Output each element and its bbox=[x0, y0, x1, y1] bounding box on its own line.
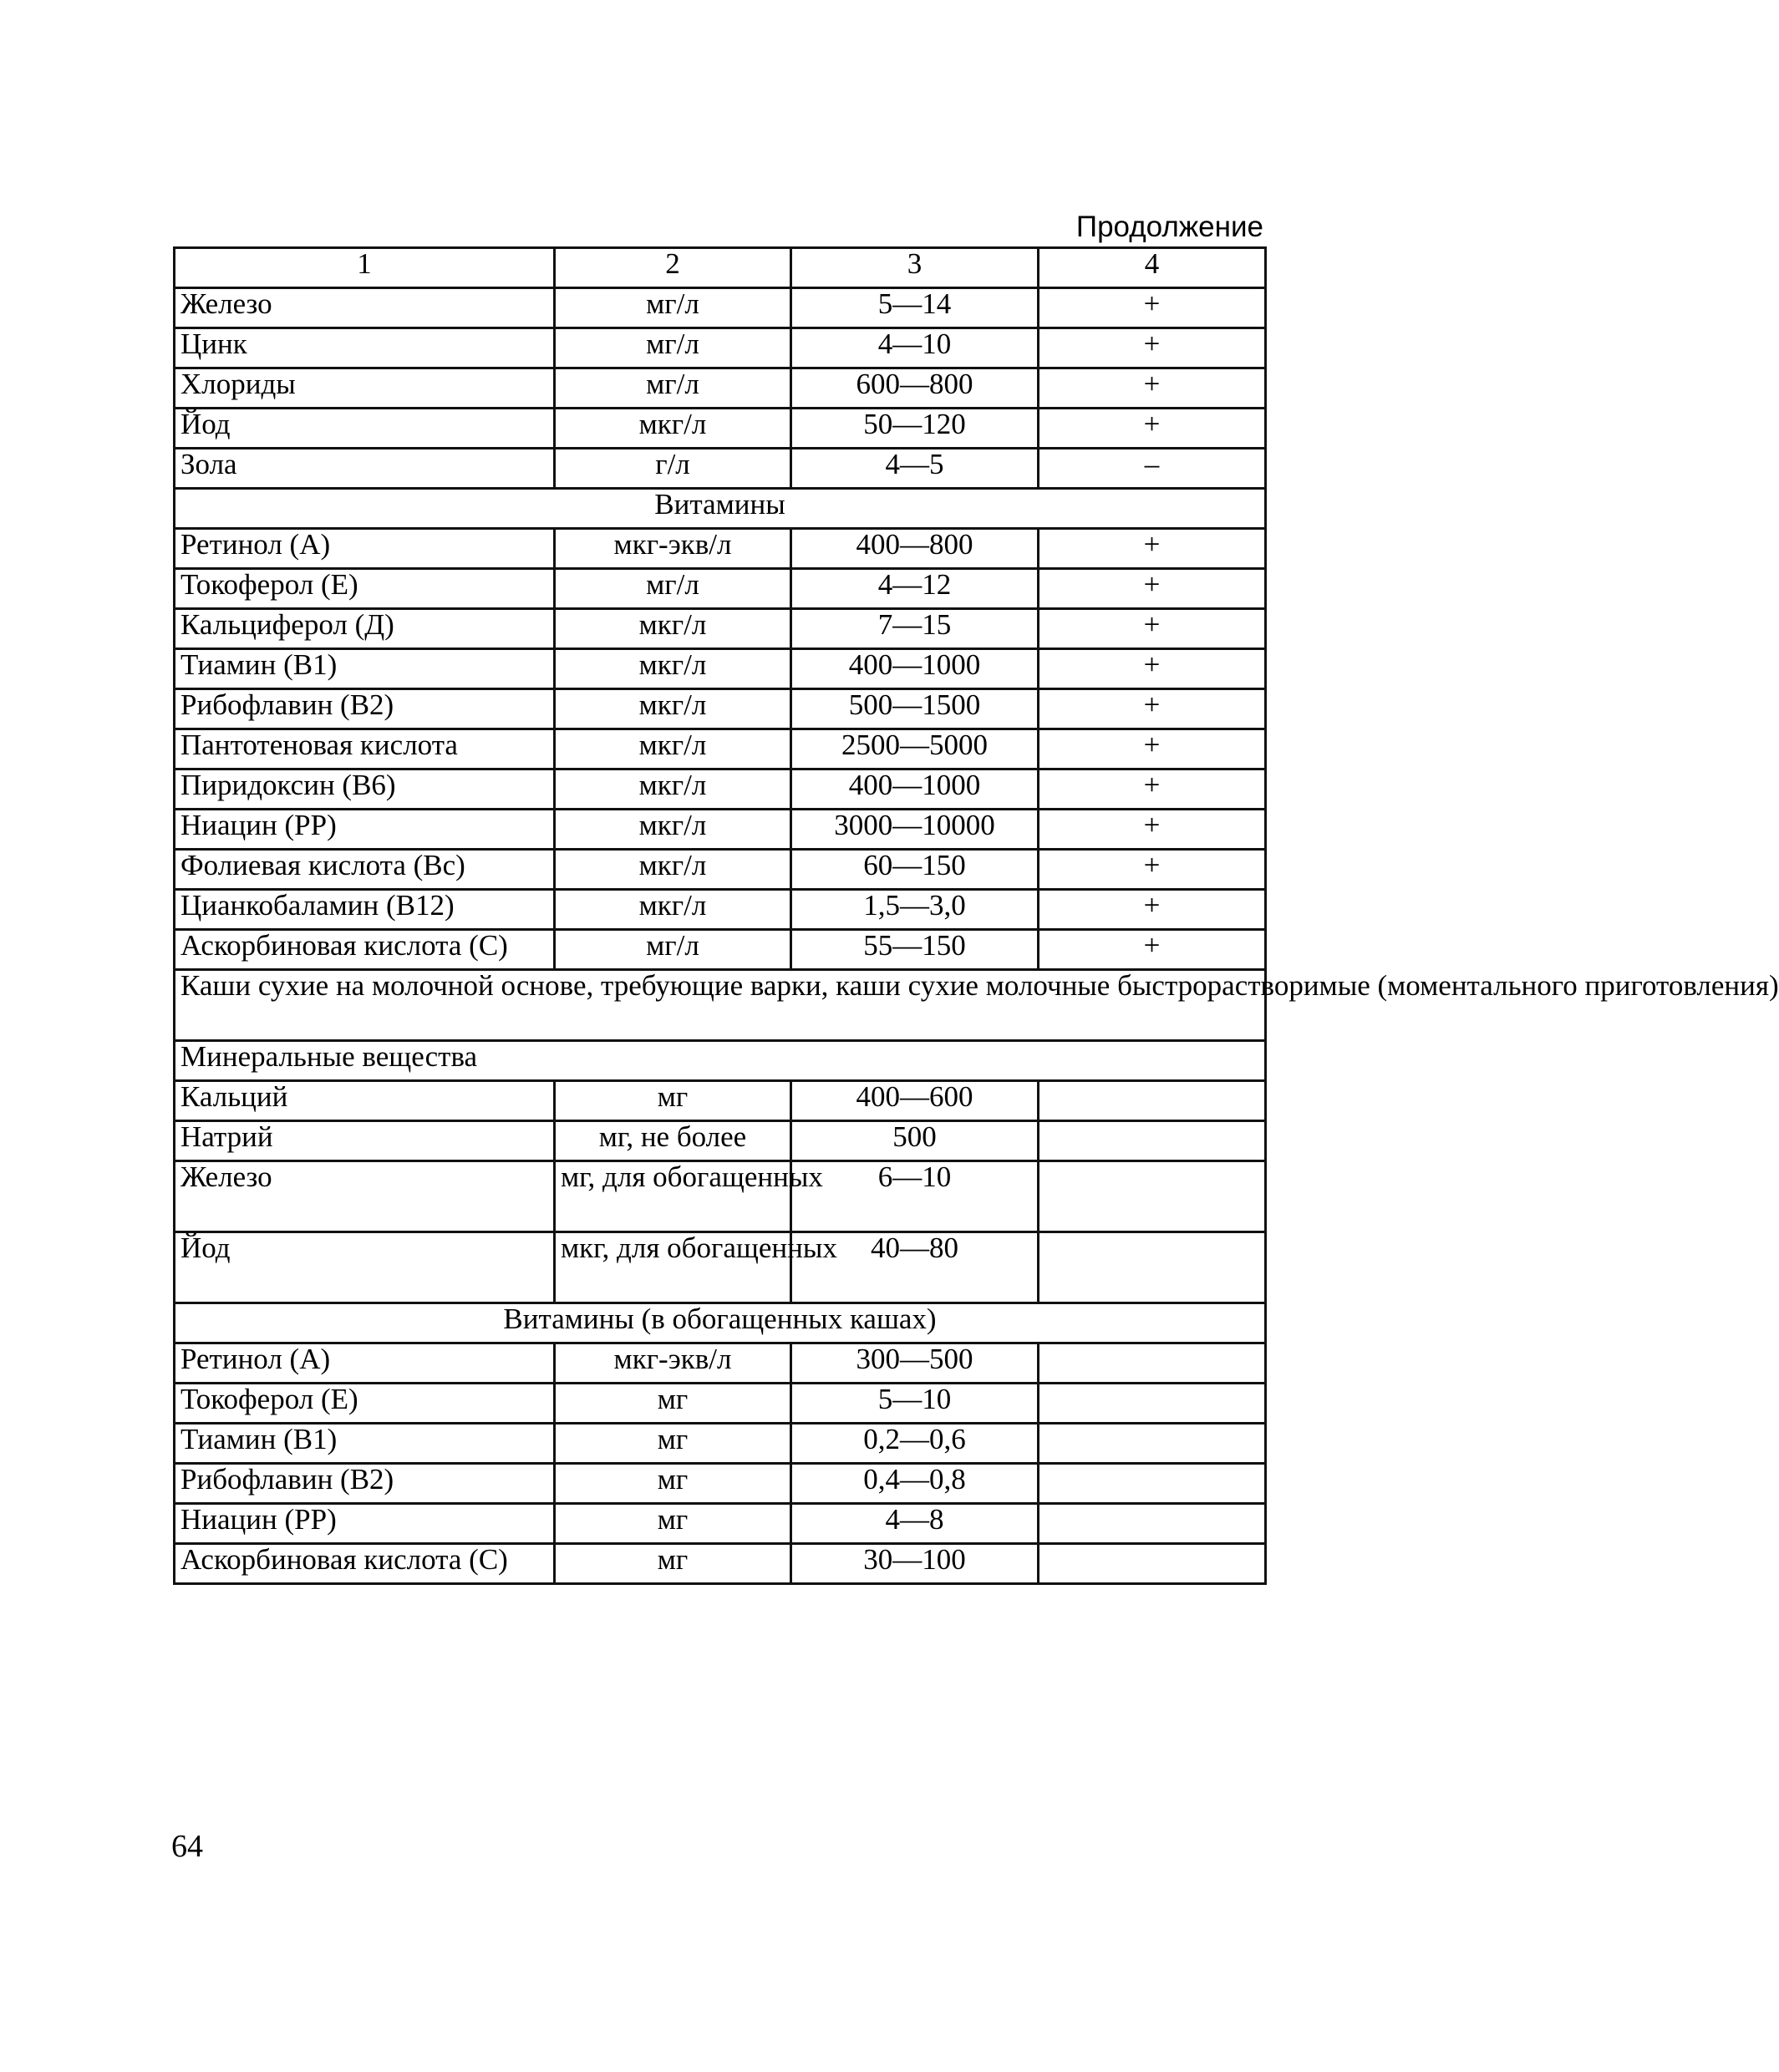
parameter-cell: Аскорбиновая кислота (С) bbox=[175, 1544, 555, 1584]
value-cell: 5—14 bbox=[791, 288, 1039, 328]
table-row bbox=[175, 368, 1266, 409]
page-number: 64 bbox=[171, 1829, 203, 1864]
parameter-cell: Йод bbox=[175, 1232, 555, 1303]
parameter-cell: Пантотеновая кислота bbox=[175, 729, 555, 769]
parameter-cell: Пиридоксин (В6) bbox=[175, 769, 555, 810]
mark-cell: + bbox=[1039, 850, 1266, 890]
parameter-cell: Кальций bbox=[175, 1081, 555, 1121]
table-row bbox=[175, 769, 1266, 810]
mark-cell bbox=[1039, 1232, 1266, 1303]
value-cell: 0,2—0,6 bbox=[791, 1424, 1039, 1464]
table-row bbox=[175, 569, 1266, 609]
header-cell: 1 bbox=[175, 248, 555, 288]
table-row bbox=[175, 328, 1266, 368]
unit-cell: мкг/л bbox=[555, 729, 791, 769]
unit-cell: мг bbox=[555, 1081, 791, 1121]
section-row bbox=[175, 1303, 1266, 1343]
parameter-cell: Железо bbox=[175, 288, 555, 328]
unit-cell: мг/л bbox=[555, 368, 791, 409]
mark-cell bbox=[1039, 1424, 1266, 1464]
unit-cell: мг bbox=[555, 1544, 791, 1584]
table-row bbox=[175, 729, 1266, 769]
value-cell: 4—8 bbox=[791, 1504, 1039, 1544]
mark-cell: + bbox=[1039, 328, 1266, 368]
unit-cell: мг/л bbox=[555, 328, 791, 368]
value-cell: 40—80 bbox=[791, 1232, 1039, 1303]
value-cell: 500—1500 bbox=[791, 689, 1039, 729]
value-cell: 60—150 bbox=[791, 850, 1039, 890]
unit-cell: мг, не более bbox=[555, 1121, 791, 1161]
table-row bbox=[175, 1544, 1266, 1584]
table-body bbox=[175, 247, 1779, 1584]
mark-cell: + bbox=[1039, 729, 1266, 769]
unit-cell: мкг/л bbox=[555, 850, 791, 890]
value-cell: 400—1000 bbox=[791, 649, 1039, 689]
parameter-cell: Кальциферол (Д) bbox=[175, 609, 555, 649]
value-cell: 1,5—3,0 bbox=[791, 890, 1039, 930]
table-row bbox=[175, 890, 1266, 930]
value-cell: 300—500 bbox=[791, 1343, 1039, 1384]
unit-cell: мкг/л bbox=[555, 689, 791, 729]
parameter-cell: Рибофлавин (В2) bbox=[175, 689, 555, 729]
value-cell: 0,4—0,8 bbox=[791, 1464, 1039, 1504]
value-cell: 7—15 bbox=[791, 609, 1039, 649]
mark-cell: + bbox=[1039, 689, 1266, 729]
value-cell: 50—120 bbox=[791, 409, 1039, 449]
section-title: Витамины bbox=[175, 489, 1266, 529]
table-row bbox=[175, 1464, 1266, 1504]
table-row bbox=[175, 449, 1266, 489]
mark-cell: + bbox=[1039, 409, 1266, 449]
parameter-cell: Ниацин (РР) bbox=[175, 1504, 555, 1544]
mark-cell bbox=[1039, 1544, 1266, 1584]
unit-cell: мкг/л bbox=[555, 609, 791, 649]
table-row bbox=[175, 529, 1266, 569]
unit-cell: г/л bbox=[555, 449, 791, 489]
parameter-cell: Железо bbox=[175, 1161, 555, 1232]
unit-cell: мг bbox=[555, 1424, 791, 1464]
value-cell: 2500—5000 bbox=[791, 729, 1039, 769]
section-title: Витамины (в обогащенных кашах) bbox=[175, 1303, 1266, 1343]
parameter-cell: Натрий bbox=[175, 1121, 555, 1161]
unit-cell: мкг/л bbox=[555, 769, 791, 810]
mark-cell: + bbox=[1039, 368, 1266, 409]
mark-cell bbox=[1039, 1161, 1266, 1232]
table-row bbox=[175, 1384, 1266, 1424]
subsection-title: Минеральные вещества bbox=[175, 1041, 1266, 1081]
unit-cell: мг/л bbox=[555, 569, 791, 609]
table-row bbox=[175, 609, 1266, 649]
unit-cell: мг bbox=[555, 1504, 791, 1544]
parameter-cell: Рибофлавин (В2) bbox=[175, 1464, 555, 1504]
unit-cell: мкг/л bbox=[555, 649, 791, 689]
table-row bbox=[175, 1424, 1266, 1464]
mark-cell bbox=[1039, 1504, 1266, 1544]
value-cell: 600—800 bbox=[791, 368, 1039, 409]
table-row bbox=[175, 1081, 1266, 1121]
parameter-cell: Токоферол (Е) bbox=[175, 569, 555, 609]
mark-cell bbox=[1039, 1384, 1266, 1424]
unit-cell: мг, для обогащенных bbox=[555, 1161, 791, 1232]
mark-cell bbox=[1039, 1464, 1266, 1504]
value-cell: 55—150 bbox=[791, 930, 1039, 970]
parameter-cell: Токоферол (Е) bbox=[175, 1384, 555, 1424]
mark-cell: + bbox=[1039, 609, 1266, 649]
value-cell: 400—800 bbox=[791, 529, 1039, 569]
unit-cell: мг bbox=[555, 1384, 791, 1424]
value-cell: 4—12 bbox=[791, 569, 1039, 609]
parameter-cell: Цианкобаламин (В12) bbox=[175, 890, 555, 930]
table-header-row bbox=[175, 248, 1266, 288]
mark-cell: + bbox=[1039, 529, 1266, 569]
mark-cell: + bbox=[1039, 288, 1266, 328]
value-cell: 30—100 bbox=[791, 1544, 1039, 1584]
header-cell: 4 bbox=[1039, 248, 1266, 288]
parameter-cell: Аскорбиновая кислота (С) bbox=[175, 930, 555, 970]
table-row bbox=[175, 850, 1266, 890]
value-cell: 5—10 bbox=[791, 1384, 1039, 1424]
table-row bbox=[175, 930, 1266, 970]
parameter-cell: Тиамин (В1) bbox=[175, 1424, 555, 1464]
parameter-cell: Хлориды bbox=[175, 368, 555, 409]
mark-cell bbox=[1039, 1081, 1266, 1121]
unit-cell: мг bbox=[555, 1464, 791, 1504]
mark-cell: + bbox=[1039, 810, 1266, 850]
mark-cell bbox=[1039, 1343, 1266, 1384]
unit-cell: мкг/л bbox=[555, 890, 791, 930]
table-row bbox=[175, 689, 1266, 729]
table-row bbox=[175, 1504, 1266, 1544]
value-cell: 500 bbox=[791, 1121, 1039, 1161]
mark-cell bbox=[1039, 1121, 1266, 1161]
table-row bbox=[175, 288, 1266, 328]
header-cell: 3 bbox=[791, 248, 1039, 288]
value-cell: 400—1000 bbox=[791, 769, 1039, 810]
unit-cell: мкг/л bbox=[555, 409, 791, 449]
value-cell: 3000—10000 bbox=[791, 810, 1039, 850]
table-row bbox=[175, 409, 1266, 449]
unit-cell: мкг-экв/л bbox=[555, 529, 791, 569]
continuation-label: Продолжение bbox=[1075, 211, 1263, 243]
mark-cell: – bbox=[1039, 449, 1266, 489]
group-heading-row bbox=[175, 970, 1266, 1041]
parameter-cell: Цинк bbox=[175, 328, 555, 368]
table-row bbox=[175, 1161, 1266, 1232]
value-cell: 400—600 bbox=[791, 1081, 1039, 1121]
parameter-cell: Йод bbox=[175, 409, 555, 449]
mark-cell: + bbox=[1039, 569, 1266, 609]
table-row bbox=[175, 1232, 1266, 1303]
unit-cell: мг/л bbox=[555, 288, 791, 328]
subsection-row bbox=[175, 1041, 1266, 1081]
group-heading: Каши сухие на молочной основе, требующие варки, каши сухие молочные быстрорастворимые (моментального приготовления) bbox=[175, 970, 1266, 1041]
nutrient-table bbox=[173, 246, 1779, 1585]
header-cell: 2 bbox=[555, 248, 791, 288]
mark-cell: + bbox=[1039, 890, 1266, 930]
mark-cell: + bbox=[1039, 769, 1266, 810]
parameter-cell: Ниацин (РР) bbox=[175, 810, 555, 850]
section-row bbox=[175, 489, 1266, 529]
parameter-cell: Ретинол (А) bbox=[175, 529, 555, 569]
table-row bbox=[175, 649, 1266, 689]
table-row bbox=[175, 810, 1266, 850]
table-row bbox=[175, 1343, 1266, 1384]
unit-cell: мкг/л bbox=[555, 810, 791, 850]
table-row bbox=[175, 1121, 1266, 1161]
parameter-cell: Зола bbox=[175, 449, 555, 489]
value-cell: 4—10 bbox=[791, 328, 1039, 368]
parameter-cell: Ретинол (А) bbox=[175, 1343, 555, 1384]
unit-cell: мкг, для обогащенных bbox=[555, 1232, 791, 1303]
parameter-cell: Тиамин (В1) bbox=[175, 649, 555, 689]
mark-cell: + bbox=[1039, 649, 1266, 689]
mark-cell: + bbox=[1039, 930, 1266, 970]
value-cell: 4—5 bbox=[791, 449, 1039, 489]
unit-cell: мкг-экв/л bbox=[555, 1343, 791, 1384]
value-cell: 6—10 bbox=[791, 1161, 1039, 1232]
parameter-cell: Фолиевая кислота (Вс) bbox=[175, 850, 555, 890]
unit-cell: мг/л bbox=[555, 930, 791, 970]
